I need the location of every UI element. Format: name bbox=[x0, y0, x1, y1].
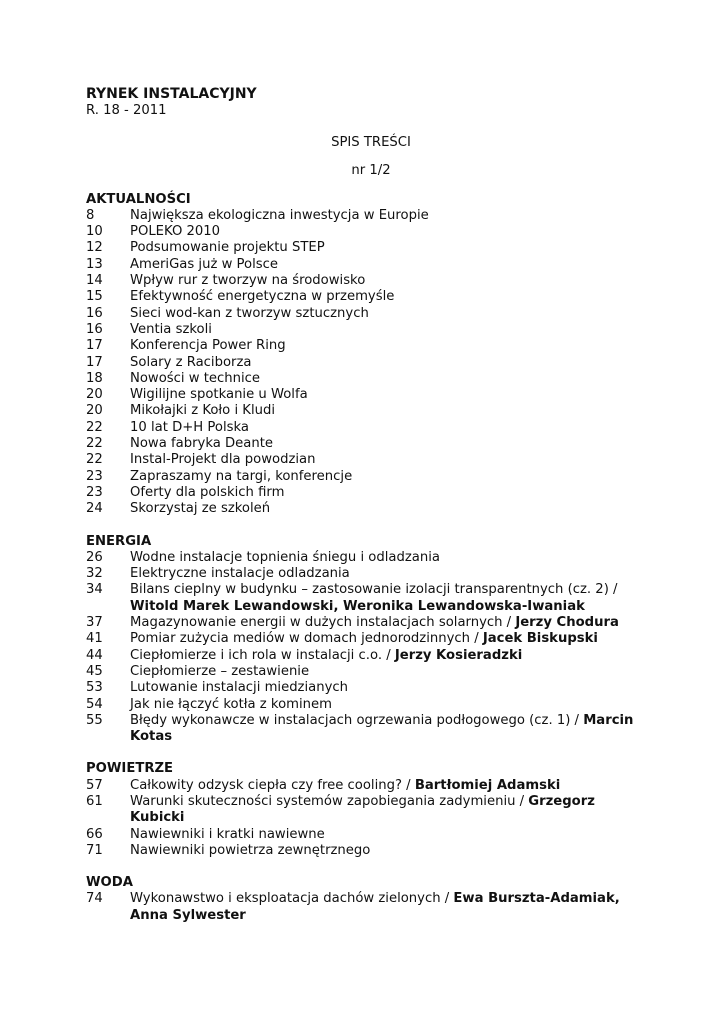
page-number: 54 bbox=[86, 696, 103, 712]
section-title: AKTUALNOŚCI bbox=[86, 191, 191, 207]
entry-text bbox=[130, 891, 646, 924]
toc-entry bbox=[86, 387, 646, 403]
entry-text bbox=[130, 420, 646, 436]
article-title: Wykonawstwo i eksploatacja dachów zielonych / bbox=[130, 891, 454, 907]
entry-text bbox=[130, 778, 646, 794]
issue-number: nr 1/2 bbox=[351, 163, 391, 179]
toc-entry bbox=[86, 485, 646, 501]
article-title: Efektywność energetyczna w przemyśle bbox=[130, 289, 395, 305]
page-number: 14 bbox=[86, 273, 103, 289]
entry-text bbox=[130, 615, 646, 631]
article-title: Pomiar zużycia mediów w domach jednorodzinnych / bbox=[130, 631, 483, 647]
article-title: Oferty dla polskich firm bbox=[130, 484, 285, 500]
page-number: 44 bbox=[86, 647, 103, 663]
document-page bbox=[86, 86, 646, 940]
page-number: 41 bbox=[86, 631, 103, 647]
article-title: Ciepłomierze – zestawienie bbox=[130, 663, 310, 679]
toc-entry bbox=[86, 240, 646, 256]
toc-entry bbox=[86, 355, 646, 371]
page-number: 53 bbox=[86, 680, 103, 696]
toc-entry bbox=[86, 794, 646, 827]
entry-text bbox=[130, 306, 646, 322]
toc-section bbox=[86, 534, 646, 746]
article-title: Lutowanie instalacji miedzianych bbox=[130, 680, 348, 696]
article-title: POLEKO 2010 bbox=[130, 224, 221, 240]
entry-text bbox=[130, 631, 646, 647]
article-title: Mikołajki z Koło i Kludi bbox=[130, 403, 276, 419]
entry-text bbox=[130, 843, 646, 859]
entry-text bbox=[130, 794, 646, 827]
article-author: Jerzy Kosieradzki bbox=[394, 647, 523, 663]
toc-entry bbox=[86, 891, 646, 924]
page-number: 15 bbox=[86, 289, 103, 305]
entry-text bbox=[130, 387, 646, 403]
page-number: 55 bbox=[86, 712, 103, 728]
page-number: 8 bbox=[86, 207, 95, 223]
article-title: Błędy wykonawcze w instalacjach ogrzewania podłogowego (cz. 1) / bbox=[130, 712, 584, 728]
entry-text bbox=[130, 469, 646, 485]
toc-entry bbox=[86, 420, 646, 436]
page-number: 16 bbox=[86, 305, 103, 321]
page-number: 22 bbox=[86, 436, 103, 452]
page-number: 16 bbox=[86, 321, 103, 337]
entry-text bbox=[130, 224, 646, 240]
article-title: Nawiewniki powietrza zewnętrznego bbox=[130, 842, 371, 858]
article-title: Nowa fabryka Deante bbox=[130, 436, 273, 452]
article-author: Marcin Kotas bbox=[130, 712, 634, 745]
page-number: 20 bbox=[86, 387, 103, 403]
article-title: Sieci wod-kan z tworzyw sztucznych bbox=[130, 305, 369, 321]
toc-entry bbox=[86, 257, 646, 273]
toc-entry bbox=[86, 501, 646, 517]
toc-entry bbox=[86, 403, 646, 419]
article-title: Podsumowanie projektu STEP bbox=[130, 240, 325, 256]
entry-text bbox=[130, 403, 646, 419]
article-author: Bartłomiej Adamski bbox=[414, 777, 561, 793]
article-title: Ventia szkoli bbox=[130, 321, 212, 337]
toc-entry bbox=[86, 208, 646, 224]
article-title: Skorzystaj ze szkoleń bbox=[130, 501, 271, 517]
toc-entry bbox=[86, 778, 646, 794]
article-author: Witold Marek Lewandowski, Weronika Lewandowska-Iwaniak bbox=[130, 598, 585, 614]
page-number: 32 bbox=[86, 566, 103, 582]
article-title: Nawiewniki i kratki nawiewne bbox=[130, 826, 325, 842]
toc-entry bbox=[86, 338, 646, 354]
section-title: WODA bbox=[86, 875, 133, 891]
page-number: 26 bbox=[86, 549, 103, 565]
entry-text bbox=[130, 273, 646, 289]
entry-text bbox=[130, 257, 646, 273]
article-title: Całkowity odzysk ciepła czy free cooling? / bbox=[130, 777, 415, 793]
entry-text bbox=[130, 240, 646, 256]
section-title: ENERGIA bbox=[86, 533, 152, 549]
toc-entry bbox=[86, 827, 646, 843]
article-title: 10 lat D+H Polska bbox=[130, 419, 249, 435]
page-number: 10 bbox=[86, 224, 103, 240]
article-title: Wigilijne spotkanie u Wolfa bbox=[130, 387, 308, 403]
toc-sections bbox=[86, 192, 646, 924]
toc-entry bbox=[86, 273, 646, 289]
entry-text bbox=[130, 501, 646, 517]
page-number: 66 bbox=[86, 826, 103, 842]
toc-entry bbox=[86, 469, 646, 485]
entry-text bbox=[130, 648, 646, 664]
toc-section bbox=[86, 192, 646, 518]
page-number: 22 bbox=[86, 452, 103, 468]
article-title: Konferencja Power Ring bbox=[130, 338, 286, 354]
article-title: Nowości w technice bbox=[130, 370, 261, 386]
article-title: Zapraszamy na targi, konferencje bbox=[130, 468, 353, 484]
page-number: 17 bbox=[86, 338, 103, 354]
page-number: 57 bbox=[86, 777, 103, 793]
entry-text bbox=[130, 322, 646, 338]
page-number: 22 bbox=[86, 419, 103, 435]
page-number: 34 bbox=[86, 582, 103, 598]
entry-text bbox=[130, 355, 646, 371]
article-author: Grzegorz Kubicki bbox=[130, 793, 595, 826]
article-title: Ciepłomierze i ich rola w instalacji c.o. / bbox=[130, 647, 395, 663]
page-number: 18 bbox=[86, 370, 103, 386]
article-author: Ewa Burszta-Adamiak, Anna Sylwester bbox=[130, 891, 620, 923]
toc-entry bbox=[86, 452, 646, 468]
entry-text bbox=[130, 582, 646, 615]
toc-entry bbox=[86, 289, 646, 305]
toc-entry bbox=[86, 843, 646, 859]
toc-section bbox=[86, 875, 646, 924]
toc-entry bbox=[86, 631, 646, 647]
toc-entry bbox=[86, 582, 646, 615]
page-number: 13 bbox=[86, 256, 103, 272]
toc-entry bbox=[86, 224, 646, 240]
entry-text bbox=[130, 338, 646, 354]
entry-text bbox=[130, 827, 646, 843]
toc-entry bbox=[86, 306, 646, 322]
toc-entry bbox=[86, 680, 646, 696]
toc-entry bbox=[86, 713, 646, 746]
article-author: Jerzy Chodura bbox=[515, 615, 619, 631]
issue-label: R. 18 - 2011 bbox=[86, 103, 167, 118]
toc-entry bbox=[86, 550, 646, 566]
toc-entry bbox=[86, 664, 646, 680]
page-number: 61 bbox=[86, 793, 103, 809]
page-number: 23 bbox=[86, 484, 103, 500]
toc-heading: SPIS TREŚCI bbox=[331, 135, 411, 150]
article-title: Warunki skuteczności systemów zapobiegania zadymieniu / bbox=[130, 793, 529, 809]
article-title: Elektryczne instalacje odladzania bbox=[130, 566, 350, 582]
entry-text bbox=[130, 680, 646, 696]
article-title: Solary z Raciborza bbox=[130, 354, 252, 370]
page-number: 24 bbox=[86, 501, 103, 517]
toc-section bbox=[86, 761, 646, 859]
page-number: 20 bbox=[86, 403, 103, 419]
entry-text bbox=[130, 436, 646, 452]
article-title: Bilans cieplny w budynku – zastosowanie izolacji transparentnych (cz. 2) / bbox=[130, 582, 618, 598]
toc-entry bbox=[86, 436, 646, 452]
article-title: Jak nie łączyć kotła z kominem bbox=[130, 696, 332, 712]
toc-entry bbox=[86, 371, 646, 387]
entry-text bbox=[130, 452, 646, 468]
article-author: Jacek Biskupski bbox=[482, 631, 598, 647]
article-title: Wodne instalacje topnienia śniegu i odladzania bbox=[130, 549, 440, 565]
page-number: 45 bbox=[86, 663, 103, 679]
entry-text bbox=[130, 664, 646, 680]
entry-text bbox=[130, 697, 646, 713]
toc-entry bbox=[86, 615, 646, 631]
article-title: Największa ekologiczna inwestycja w Europie bbox=[130, 207, 429, 223]
page-number: 71 bbox=[86, 842, 103, 858]
magazine-title: RYNEK INSTALACYJNY bbox=[86, 86, 257, 102]
entry-text bbox=[130, 550, 646, 566]
entry-text bbox=[130, 208, 646, 224]
entry-text bbox=[130, 713, 646, 746]
toc-entry bbox=[86, 697, 646, 713]
toc-entry bbox=[86, 322, 646, 338]
toc-entry bbox=[86, 648, 646, 664]
entry-text bbox=[130, 485, 646, 501]
article-title: AmeriGas już w Polsce bbox=[130, 256, 278, 272]
page-number: 37 bbox=[86, 615, 103, 631]
section-title: POWIETRZE bbox=[86, 761, 174, 777]
entry-text bbox=[130, 289, 646, 305]
page-number: 74 bbox=[86, 891, 103, 907]
page-number: 12 bbox=[86, 240, 103, 256]
article-title: Magazynowanie energii w dużych instalacjach solarnych / bbox=[130, 615, 516, 631]
entry-text bbox=[130, 566, 646, 582]
entry-text bbox=[130, 371, 646, 387]
article-title: Wpływ rur z tworzyw na środowisko bbox=[130, 273, 366, 289]
page-number: 17 bbox=[86, 354, 103, 370]
page-number: 23 bbox=[86, 468, 103, 484]
article-title: Instal-Projekt dla powodzian bbox=[130, 452, 316, 468]
toc-entry bbox=[86, 566, 646, 582]
